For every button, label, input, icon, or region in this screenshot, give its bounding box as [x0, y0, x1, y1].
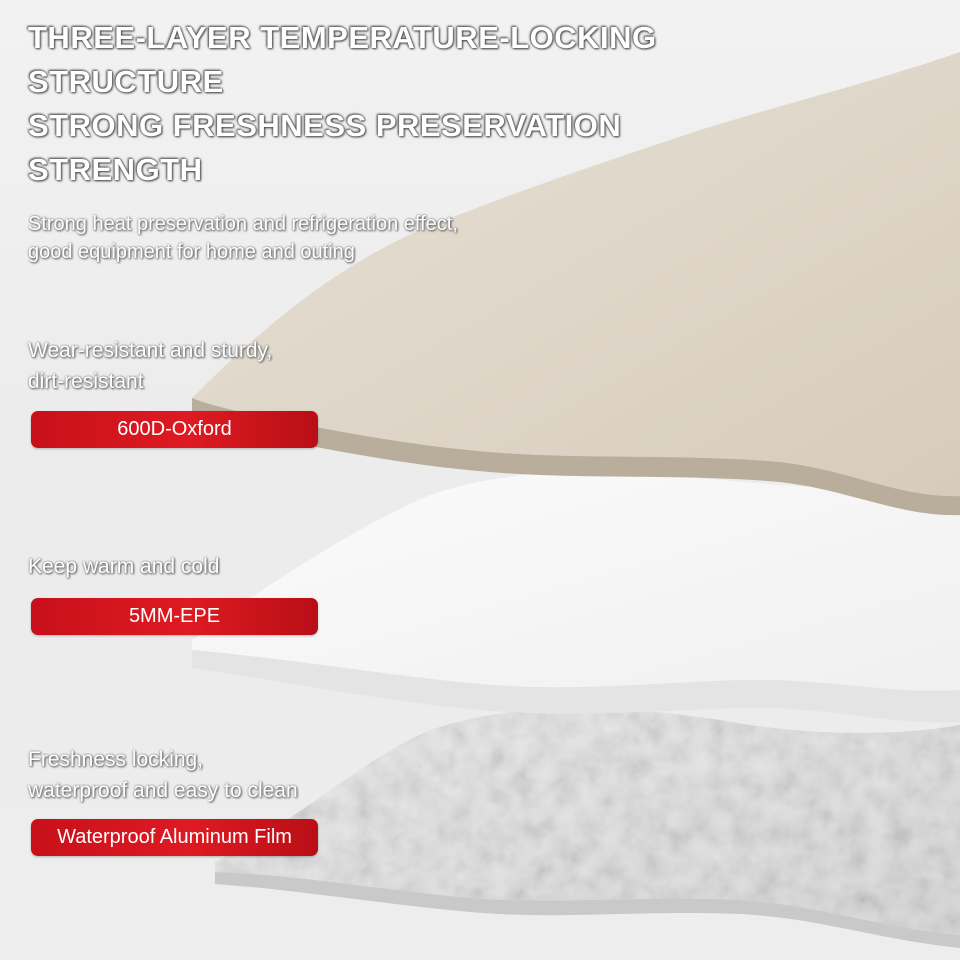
title-line: STRENGTH [28, 152, 203, 187]
page-title [28, 16, 728, 192]
description-line: Keep warm and cold [28, 555, 220, 578]
title-line: STRONG FRESHNESS PRESERVATION [28, 108, 622, 143]
description-line: Freshness locking, [28, 748, 204, 771]
epe-description [28, 551, 408, 582]
description-line: waterproof and easy to clean [28, 779, 298, 802]
subtitle-line: Strong heat preservation and refrigeration effect, [28, 213, 458, 235]
aluminum-description [28, 744, 408, 806]
title-line: STRUCTURE [28, 64, 224, 99]
oxford-description [28, 335, 408, 397]
description-line: dirt-resistant [28, 370, 144, 393]
oxford-badge: 600D-Oxford [31, 411, 318, 448]
subtitle-line: good equipment for home and outing [28, 241, 355, 263]
aluminum-badge: Waterproof Aluminum Film [31, 819, 318, 856]
epe-badge: 5MM-EPE [31, 598, 318, 635]
title-line: THREE-LAYER TEMPERATURE-LOCKING [28, 20, 657, 55]
subtitle [28, 210, 588, 266]
description-line: Wear-resistant and sturdy, [28, 339, 273, 362]
